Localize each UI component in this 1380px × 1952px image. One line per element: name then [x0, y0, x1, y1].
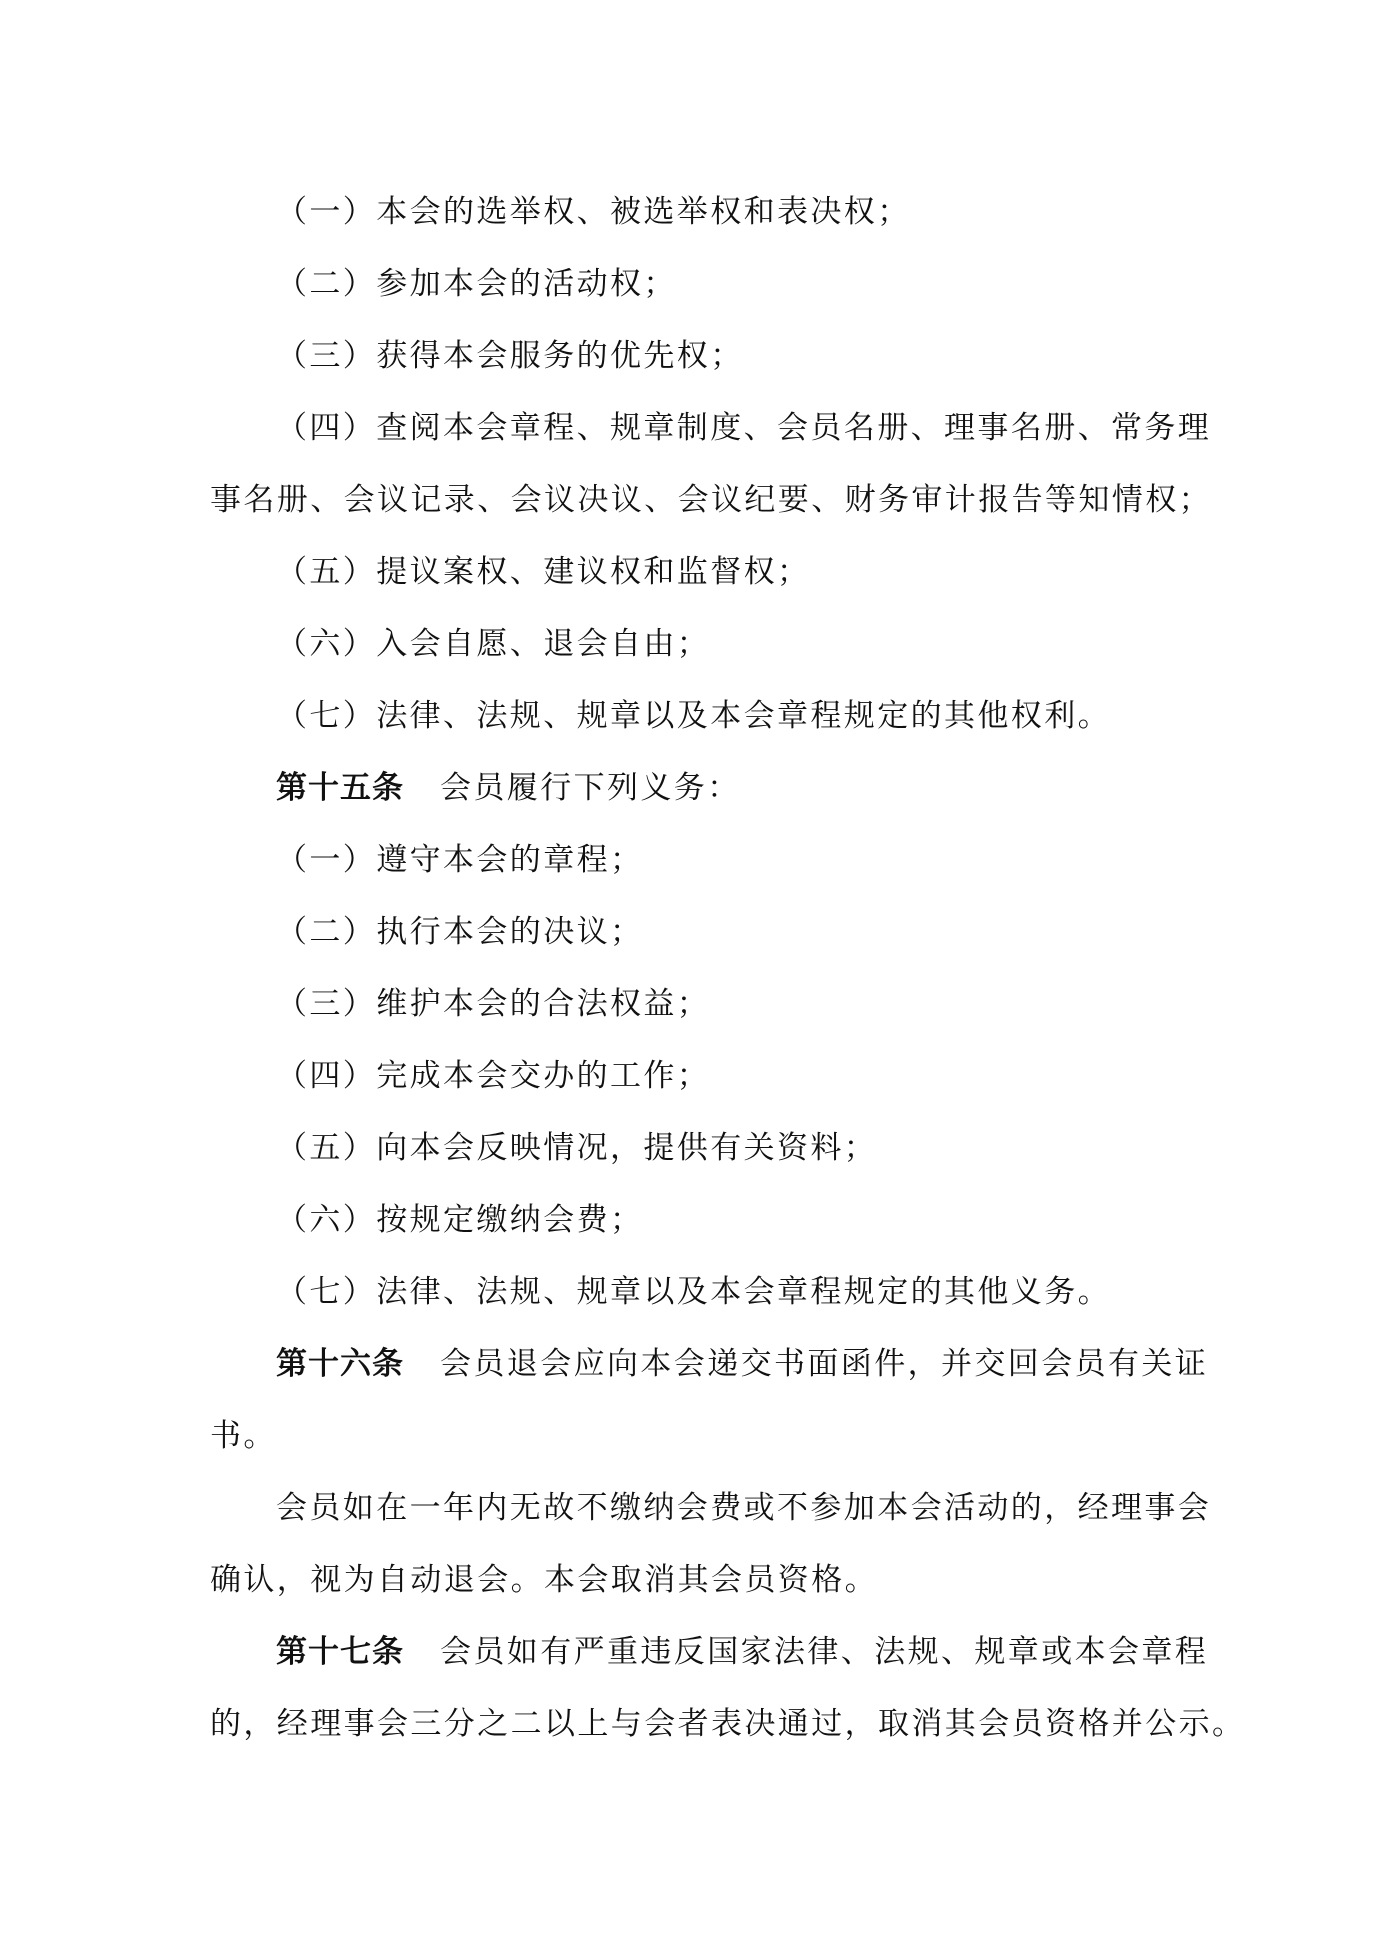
document-body	[210, 176, 1246, 1760]
rights-item-2: （二）参加本会的活动权；	[276, 266, 677, 302]
article-15	[210, 752, 1180, 824]
article-15-heading: 第十五条	[276, 770, 404, 806]
article-17-text: 会员如有严重违反国家法律、法规、规章或本会章程	[440, 1634, 1209, 1670]
article-16-para-2-line-1: 会员如在一年内无故不缴纳会费或不参加本会活动的，经理事会	[276, 1490, 1212, 1526]
article-16-line-1	[210, 1328, 1209, 1400]
rights-item-7: （七）法律、法规、规章以及本会章程规定的其他权利。	[276, 698, 1111, 734]
duties-item-5: （五）向本会反映情况，提供有关资料；	[276, 1130, 878, 1166]
article-15-text: 会员履行下列义务：	[440, 770, 741, 806]
duties-item-2: （二）执行本会的决议；	[276, 914, 644, 950]
duties-item-4: （四）完成本会交办的工作；	[276, 1058, 711, 1094]
article-17-line-2: 的，经理事会三分之二以上与会者表决通过，取消其会员资格并公示。	[210, 1706, 1246, 1742]
rights-item-1: （一）本会的选举权、被选举权和表决权；	[276, 194, 911, 230]
rights-item-5: （五）提议案权、建议权和监督权；	[276, 554, 811, 590]
rights-item-4-line-1: （四）查阅本会章程、规章制度、会员名册、理事名册、常务理	[276, 410, 1212, 446]
duties-item-3: （三）维护本会的合法权益；	[276, 986, 711, 1022]
duties-item-1: （一）遵守本会的章程；	[276, 842, 644, 878]
article-16-heading: 第十六条	[276, 1346, 404, 1382]
article-17-line-1	[210, 1616, 1209, 1688]
duties-item-7: （七）法律、法规、规章以及本会章程规定的其他义务。	[276, 1274, 1111, 1310]
rights-item-6: （六）入会自愿、退会自由；	[276, 626, 711, 662]
article-16-line-2: 书。	[210, 1418, 277, 1454]
article-16-para-2-line-2: 确认，视为自动退会。本会取消其会员资格。	[210, 1562, 878, 1598]
rights-item-4-line-2: 事名册、会议记录、会议决议、会议纪要、财务审计报告等知情权；	[210, 482, 1212, 518]
rights-item-3: （三）获得本会服务的优先权；	[276, 338, 744, 374]
article-16-text: 会员退会应向本会递交书面函件，并交回会员有关证	[440, 1346, 1209, 1382]
article-17-heading: 第十七条	[276, 1634, 404, 1670]
duties-item-6: （六）按规定缴纳会费；	[276, 1202, 644, 1238]
